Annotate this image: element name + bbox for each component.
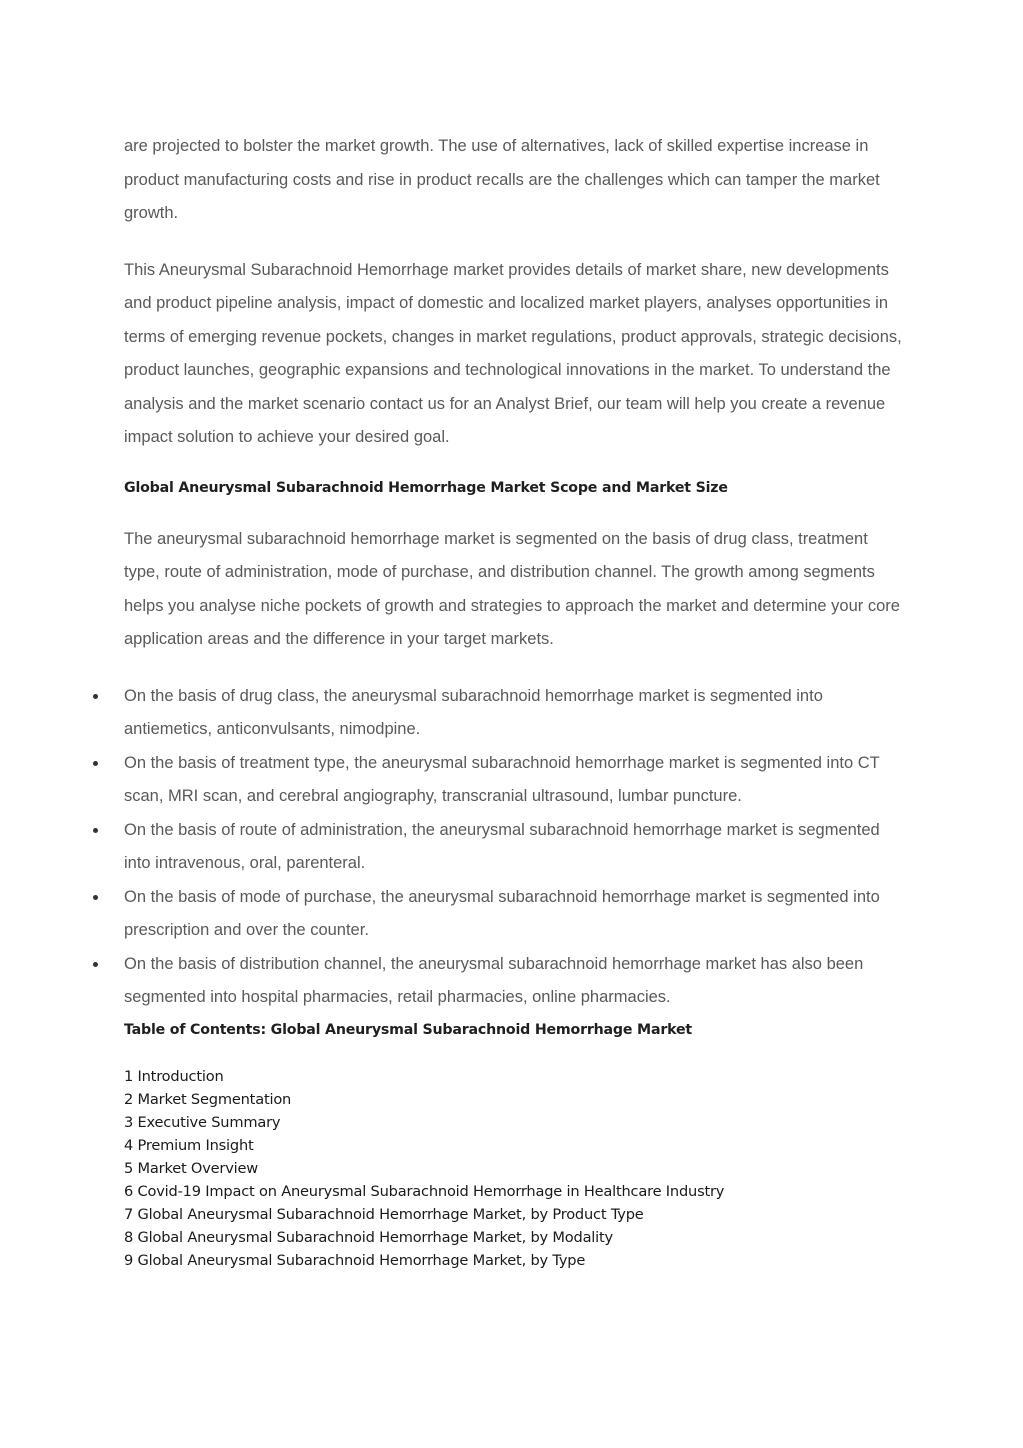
page-content [124, 130, 904, 1272]
toc-item: 9 Global Aneurysmal Subarachnoid Hemorrhage Market, by Type [124, 1252, 586, 1270]
segmentation-bullet-list [124, 680, 904, 1015]
toc-item: 4 Premium Insight [124, 1136, 254, 1154]
bullet-item-distribution-channel [124, 948, 904, 1015]
scope-heading: Global Aneurysmal Subarachnoid Hemorrhage Market Scope and Market Size [124, 479, 728, 496]
toc-item: 6 Covid-19 Impact on Aneurysmal Subarachnoid Hemorrhage in Healthcare Industry [124, 1182, 725, 1200]
toc-item: 2 Market Segmentation [124, 1090, 292, 1108]
bullet-dot-icon [93, 948, 99, 982]
bullet-dot-icon [93, 881, 99, 915]
toc-heading: Table of Contents: Global Aneurysmal Subarachnoid Hemorrhage Market [124, 1021, 692, 1038]
table-of-contents [124, 1065, 904, 1273]
bullet-dot-icon [93, 747, 99, 781]
bullet-text: On the basis of mode of purchase, the aneurysmal subarachnoid hemorrhage market is segmented into prescription and over the counter. [124, 887, 880, 939]
bullet-text: On the basis of drug class, the aneurysmal subarachnoid hemorrhage market is segmented into antiemetics, anticonvulsants, nimodpine. [124, 686, 823, 738]
toc-item: 7 Global Aneurysmal Subarachnoid Hemorrhage Market, by Product Type [124, 1206, 644, 1224]
segmentation-paragraph: The aneurysmal subarachnoid hemorrhage market is segmented on the basis of drug class, treatment type, route of administration, mode of purchase, and distribution channel. The growth among segments helps you analyse niche pockets of growth and strategies to approach the market and determine your core application areas and the difference in your target markets. [124, 529, 900, 648]
bullet-item-mode-of-purchase [124, 881, 904, 948]
bullet-text: On the basis of treatment type, the aneurysmal subarachnoid hemorrhage market is segmented into CT scan, MRI scan, and cerebral angiography, transcranial ultrasound, lumbar puncture. [124, 753, 880, 805]
bullet-text: On the basis of distribution channel, the aneurysmal subarachnoid hemorrhage market has also been segmented into hospital pharmacies, retail pharmacies, online pharmacies. [124, 954, 864, 1006]
toc-item: 5 Market Overview [124, 1159, 259, 1177]
market-details-paragraph: This Aneurysmal Subarachnoid Hemorrhage market provides details of market share, new developments and product pipeline analysis, impact of domestic and localized market players, analyses opportunities in terms of emerging revenue pockets, changes in market regulations, product approvals, strategic decisions, product launches, geographic expansions and technological innovations in the market. To understand the analysis and the market scenario contact us for an Analyst Brief, our team will help you create a revenue impact solution to achieve your desired goal. [124, 260, 902, 446]
bullet-text: On the basis of route of administration, the aneurysmal subarachnoid hemorrhage market is segmented into intravenous, oral, parenteral. [124, 820, 880, 872]
toc-item: 1 Introduction [124, 1067, 224, 1085]
bullet-dot-icon [93, 680, 99, 714]
toc-item: 3 Executive Summary [124, 1113, 281, 1131]
bullet-item-route-of-administration [124, 814, 904, 881]
toc-item: 8 Global Aneurysmal Subarachnoid Hemorrhage Market, by Modality [124, 1229, 613, 1247]
bullet-dot-icon [93, 814, 99, 848]
bullet-item-drug-class [124, 680, 904, 747]
intro-paragraph-continued: are projected to bolster the market growth. The use of alternatives, lack of skilled expertise increase in product manufacturing costs and rise in product recalls are the challenges which can tamper the market growth. [124, 137, 880, 222]
bullet-item-treatment-type [124, 747, 904, 814]
